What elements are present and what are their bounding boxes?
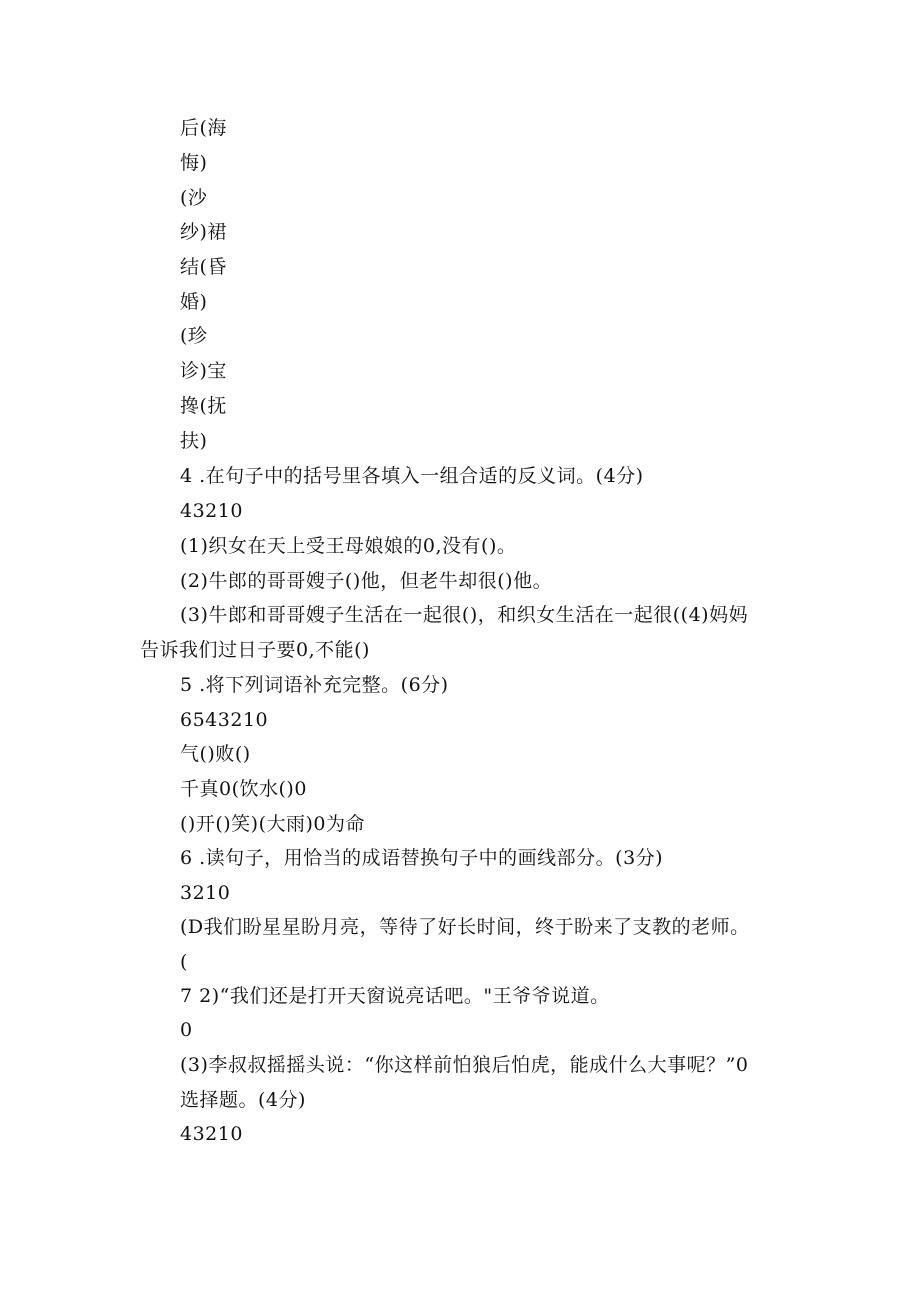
text-line: 诊)宝	[180, 360, 227, 382]
text-line: 悔)	[180, 152, 208, 174]
text-line: 纱)裙	[180, 221, 227, 243]
text-line: 搀(抚	[180, 395, 227, 417]
text-line: 婚)	[180, 291, 208, 313]
text-line: 后(海	[180, 117, 227, 139]
question-heading: 选择题。(4分)	[180, 1089, 306, 1111]
text-line: (珍	[180, 325, 208, 347]
text-line: 扶)	[180, 430, 208, 452]
text-line: (1)织女在天上受王母娘娘的0,没有()。	[180, 535, 517, 557]
text-line: (3)牛郎和哥哥嫂子生活在一起很()，和织女生活在一起很((4)妈妈	[180, 604, 749, 626]
text-line: 告诉我们过日子要0,不能()	[140, 639, 370, 661]
question-heading: 5 .将下列词语补充完整。(6分)	[180, 674, 449, 696]
text-line: (沙	[180, 187, 208, 209]
score-row: 3210	[180, 882, 231, 904]
text-line: (3)李叔叔摇摇头说：“你这样前怕狼后怕虎，能成什么大事呢？”0	[180, 1054, 749, 1076]
text-line: ()开()笑)(大雨)0为命	[180, 813, 365, 835]
text-line: (	[180, 951, 188, 973]
text-line: 7 2)“我们还是打开天窗说亮话吧。"王爷爷说道。	[180, 985, 610, 1007]
score-row: 43210	[180, 1123, 243, 1145]
question-heading: 6 .读句子，用恰当的成语替换句子中的画线部分。(3分)	[180, 847, 664, 869]
score-row: 6543210	[180, 709, 269, 731]
text-line: (D我们盼星星盼月亮，等待了好长时间，终于盼来了支教的老师。	[180, 916, 750, 938]
text-line: 千真0(饮水()0	[180, 778, 307, 800]
text-line: (2)牛郎的哥哥嫂子()他，但老牛却很()他。	[180, 570, 553, 592]
text-line: 气()败()	[180, 743, 251, 765]
question-heading: 4 .在句子中的括号里各填入一组合适的反义词。(4分)	[180, 465, 644, 487]
score-row: 43210	[180, 500, 243, 522]
text-line: 0	[180, 1019, 193, 1041]
text-line: 结(昏	[180, 256, 227, 278]
